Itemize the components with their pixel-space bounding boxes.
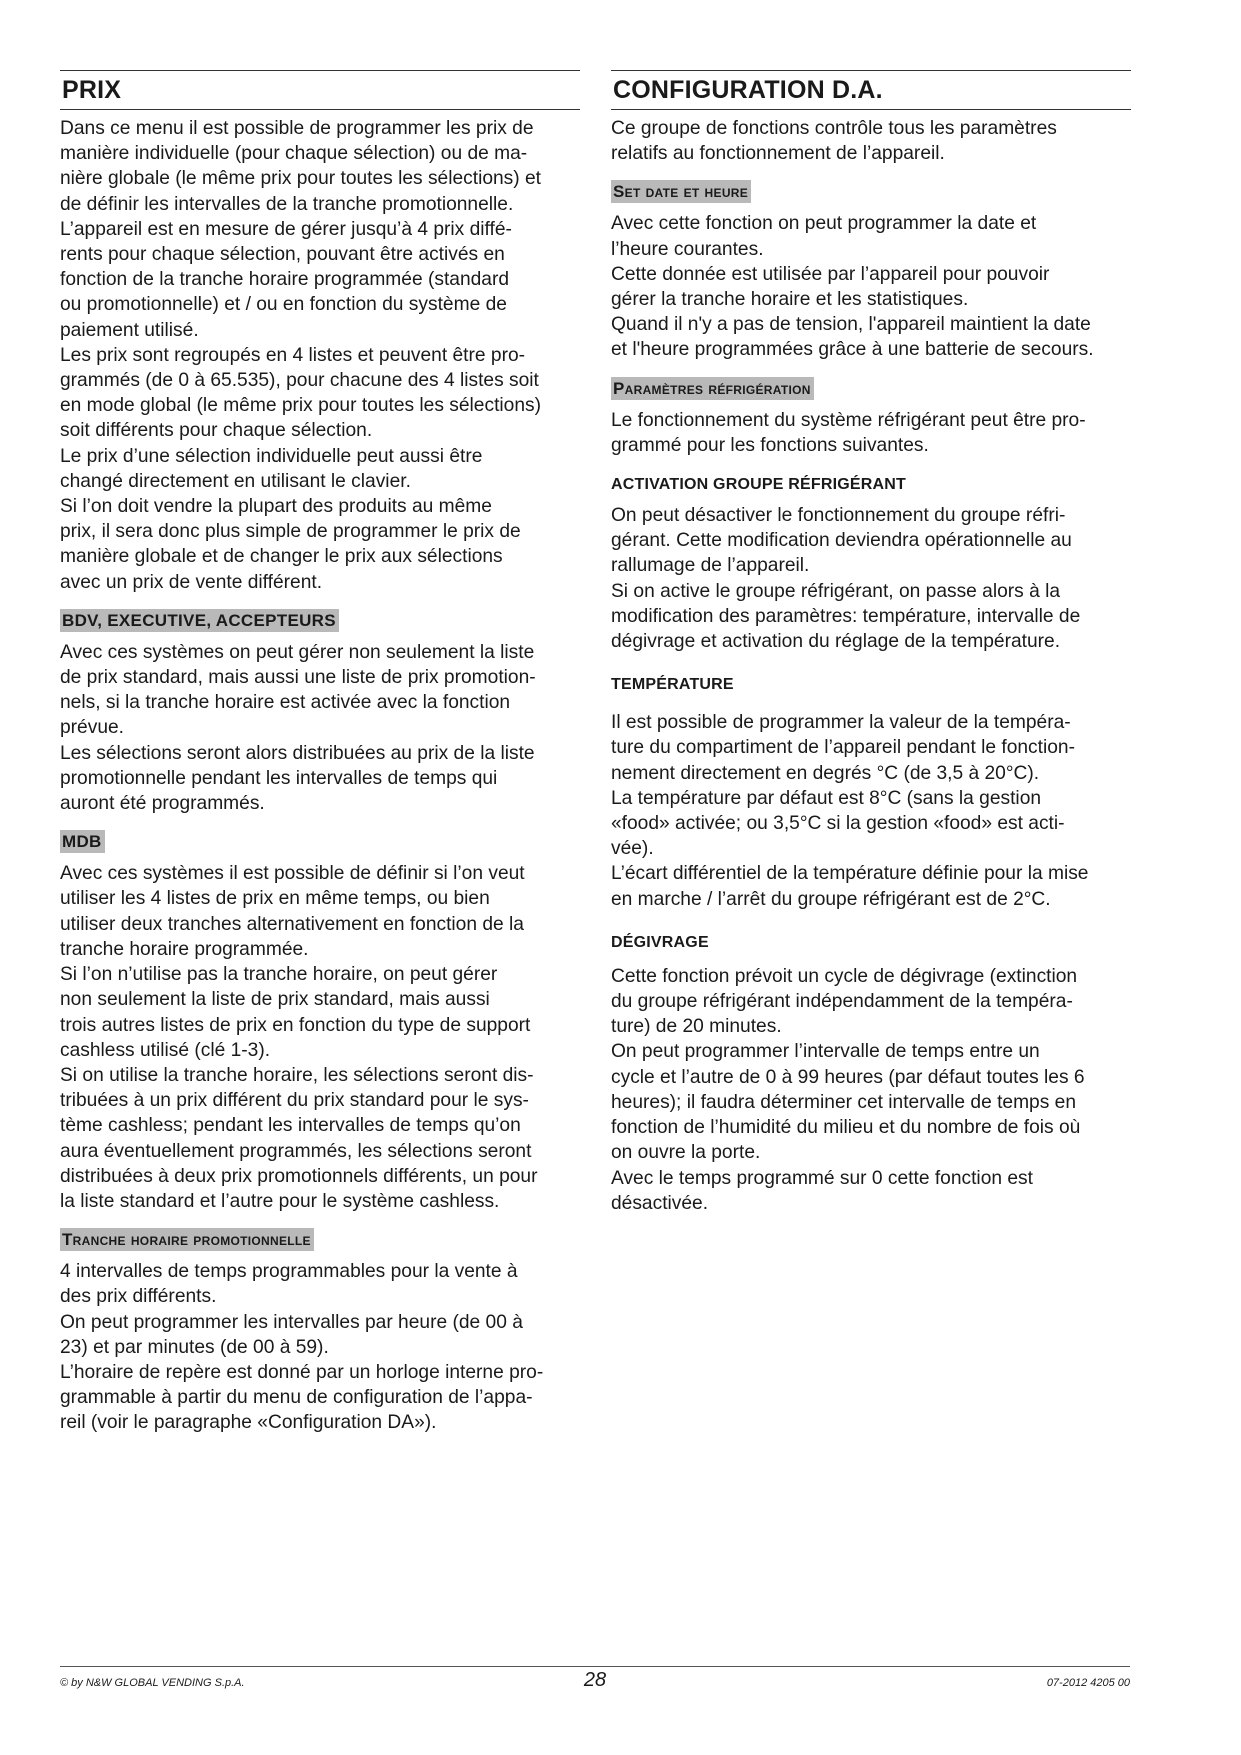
text-line: aura éventuellement programmés, les sélections seront bbox=[60, 1140, 532, 1162]
text-line: prévue. bbox=[60, 717, 124, 739]
text-line: 4 intervalles de temps programmables pour la vente à bbox=[60, 1261, 518, 1283]
text-line: heures); il faudra déterminer cet intervalle de temps en bbox=[611, 1091, 1076, 1113]
subheading-set-date: Set date et heure bbox=[611, 180, 751, 203]
text-line: auront été programmés. bbox=[60, 793, 265, 815]
text-line: On peut désactiver le fonctionnement du groupe réfri- bbox=[611, 505, 1066, 527]
text-line: paiement utilisé. bbox=[60, 319, 199, 341]
text-line: Si l’on n’utilise pas la tranche horaire, on peut gérer bbox=[60, 964, 498, 986]
text-line: de prix standard, mais aussi une liste de prix promotion- bbox=[60, 667, 536, 689]
text-line: cycle et l’autre de 0 à 99 heures (par défaut toutes les 6 bbox=[611, 1066, 1085, 1088]
bdv-text bbox=[60, 640, 580, 816]
activation-text bbox=[611, 503, 1131, 654]
text-line: Les prix sont regroupés en 4 listes et peuvent être pro- bbox=[60, 344, 526, 366]
heading-degivrage: DÉGIVRAGE bbox=[611, 933, 709, 951]
page-number: 28 bbox=[583, 1669, 607, 1691]
text-line: reil (voir le paragraphe «Configuration DA»). bbox=[60, 1412, 437, 1434]
text-line: trois autres listes de prix en fonction du type de support bbox=[60, 1014, 531, 1036]
text-line: Dans ce menu il est possible de programmer les prix de bbox=[60, 118, 534, 139]
text-line: on ouvre la porte. bbox=[611, 1142, 761, 1164]
heading-activation: ACTIVATION GROUPE RÉFRIGÉRANT bbox=[611, 476, 906, 494]
text-line: Le prix d’une sélection individuelle peut aussi être bbox=[60, 445, 483, 467]
text-line: Cette fonction prévoit un cycle de dégivrage (extinction bbox=[611, 965, 1078, 987]
subheading-tranche: Tranche horaire promotionnelle bbox=[60, 1228, 314, 1251]
text-line: Quand il n'y a pas de tension, l'appareil maintient la date bbox=[611, 314, 1091, 336]
text-line: distribuées à deux prix promotionnels différents, un pour bbox=[60, 1165, 538, 1187]
text-line: Les sélections seront alors distribuées au prix de la liste bbox=[60, 742, 535, 764]
text-line: Cette donnée est utilisée par l’appareil pour pouvoir bbox=[611, 263, 1050, 285]
text-line: avec un prix de vente différent. bbox=[60, 571, 323, 593]
text-line: Avec ces systèmes on peut gérer non seulement la liste bbox=[60, 641, 535, 663]
text-line: désactivée. bbox=[611, 1192, 709, 1214]
text-line: du groupe réfrigérant indépendamment de la tempéra- bbox=[611, 991, 1073, 1013]
text-line: L’horaire de repère est donné par un horloge interne pro- bbox=[60, 1361, 544, 1383]
text-line: 23) et par minutes (de 00 à 59). bbox=[60, 1336, 329, 1358]
text-line: tribuées à un prix différent du prix standard pour le sys- bbox=[60, 1090, 529, 1112]
text-line: tranche horaire programmée. bbox=[60, 938, 309, 960]
config-intro bbox=[611, 116, 1131, 166]
text-line: grammable à partir du menu de configuration de l’appa- bbox=[60, 1387, 533, 1409]
footer-copyright: © by N&W GLOBAL VENDING S.p.A. bbox=[60, 1677, 245, 1689]
text-line: gérer la tranche horaire et les statistiques. bbox=[611, 289, 969, 311]
text-line: La température par défaut est 8°C (sans la gestion bbox=[611, 787, 1042, 809]
text-line: ture) de 20 minutes. bbox=[611, 1016, 782, 1038]
text-line: en marche / l’arrêt du groupe réfrigérant est de 2°C. bbox=[611, 888, 1051, 910]
prix-intro bbox=[60, 116, 580, 595]
text-line: changé directement en utilisant le clavier. bbox=[60, 470, 411, 492]
text-line: On peut programmer les intervalles par heure (de 00 à bbox=[60, 1311, 523, 1333]
text-line: des prix différents. bbox=[60, 1286, 217, 1308]
text-line: l’heure courantes. bbox=[611, 238, 764, 260]
text-line: On peut programmer l’intervalle de temps entre un bbox=[611, 1041, 1040, 1063]
text-line: Le fonctionnement du système réfrigérant peut être pro- bbox=[611, 409, 1086, 431]
text-line: nels, si la tranche horaire est activée avec la fonction bbox=[60, 692, 511, 714]
text-line: vée). bbox=[611, 838, 654, 860]
temperature-text bbox=[611, 710, 1131, 912]
text-line: modification des paramètres: température, intervalle de bbox=[611, 605, 1081, 627]
text-line: manière individuelle (pour chaque sélection) ou de ma- bbox=[60, 143, 528, 165]
setdate-text bbox=[611, 211, 1131, 362]
text-line: relatifs au fonctionnement de l’appareil. bbox=[611, 143, 945, 165]
text-line: gérant. Cette modification deviendra opérationnelle au bbox=[611, 530, 1072, 552]
subheading-mdb: MDB bbox=[60, 830, 105, 853]
text-line: nière globale (le même prix pour toutes les sélections) et bbox=[60, 168, 541, 190]
text-line: rallumage de l’appareil. bbox=[611, 555, 810, 577]
subheading-parametres: Paramètres réfrigération bbox=[611, 377, 814, 400]
text-line: de définir les intervalles de la tranche promotionnelle. bbox=[60, 193, 514, 215]
text-line: Avec ces systèmes il est possible de définir si l’on veut bbox=[60, 863, 525, 885]
text-line: Il est possible de programmer la valeur de la tempéra- bbox=[611, 712, 1071, 734]
text-line: Avec le temps programmé sur 0 cette fonction est bbox=[611, 1167, 1033, 1189]
text-line: utiliser les 4 listes de prix en même temps, ou bien bbox=[60, 888, 490, 910]
page-footer bbox=[60, 1666, 1130, 1697]
text-line: promotionnelle pendant les intervalles de temps qui bbox=[60, 767, 498, 789]
degivrage-text bbox=[611, 964, 1131, 1216]
text-line: prix, il sera donc plus simple de programmer le prix de bbox=[60, 521, 521, 543]
text-line: L’appareil est en mesure de gérer jusqu’à 4 prix diffé- bbox=[60, 218, 512, 240]
text-line: fonction de l’humidité du milieu et du nombre de fois où bbox=[611, 1117, 1081, 1139]
text-line: ture du compartiment de l’appareil pendant le fonction- bbox=[611, 737, 1075, 759]
text-line: grammés (de 0 à 65.535), pour chacune des 4 listes soit bbox=[60, 370, 539, 392]
text-line: nement directement en degrés °C (de 3,5 à 20°C). bbox=[611, 762, 1040, 784]
text-line: rents pour chaque sélection, pouvant être activés en bbox=[60, 244, 505, 266]
text-line: la liste standard et l’autre pour le système cashless. bbox=[60, 1190, 500, 1212]
text-line: fonction de la tranche horaire programmée (standard bbox=[60, 269, 510, 291]
text-line: Si on active le groupe réfrigérant, on passe alors à la bbox=[611, 580, 1061, 602]
text-line: Si on utilise la tranche horaire, les sélections seront dis- bbox=[60, 1064, 534, 1086]
text-line: manière globale et de changer le prix aux sélections bbox=[60, 546, 503, 568]
text-line: et l'heure programmées grâce à une batterie de secours. bbox=[611, 339, 1094, 361]
mdb-text bbox=[60, 861, 580, 1214]
text-line: Ce groupe de fonctions contrôle tous les paramètres bbox=[611, 118, 1057, 139]
text-line: en mode global (le même prix pour toutes les sélections) bbox=[60, 395, 541, 417]
text-line: cashless utilisé (clé 1-3). bbox=[60, 1039, 271, 1061]
footer-doc-code: 07-2012 4205 00 bbox=[1046, 1677, 1130, 1689]
text-line: soit différents pour chaque sélection. bbox=[60, 420, 373, 442]
text-line: Si l’on doit vendre la plupart des produits au même bbox=[60, 496, 492, 518]
section-title-prix: PRIX bbox=[60, 70, 580, 110]
heading-temperature: TEMPÉRATURE bbox=[611, 676, 734, 694]
text-line: tème cashless; pendant les intervalles de temps qu’on bbox=[60, 1115, 521, 1137]
text-line: L’écart différentiel de la température définie pour la mise bbox=[611, 863, 1089, 885]
text-line: grammé pour les fonctions suivantes. bbox=[611, 434, 929, 456]
text-line: ou promotionnelle) et / ou en fonction du système de bbox=[60, 294, 507, 316]
text-line: «food» activée; ou 3,5°C si la gestion «food» est acti- bbox=[611, 813, 1065, 835]
text-line: non seulement la liste de prix standard, mais aussi bbox=[60, 989, 490, 1011]
text-line: dégivrage et activation du réglage de la température. bbox=[611, 631, 1061, 653]
text-line: Avec cette fonction on peut programmer la date et bbox=[611, 213, 1037, 235]
section-title-configuration: CONFIGURATION D.A. bbox=[611, 70, 1131, 110]
text-line: utiliser deux tranches alternativement en fonction de la bbox=[60, 913, 524, 935]
tranche-text bbox=[60, 1259, 580, 1435]
left-column bbox=[60, 70, 580, 1436]
subheading-bdv: BDV, EXECUTIVE, ACCEPTEURS bbox=[60, 609, 339, 632]
param-text bbox=[611, 408, 1131, 458]
right-column bbox=[611, 70, 1131, 1216]
